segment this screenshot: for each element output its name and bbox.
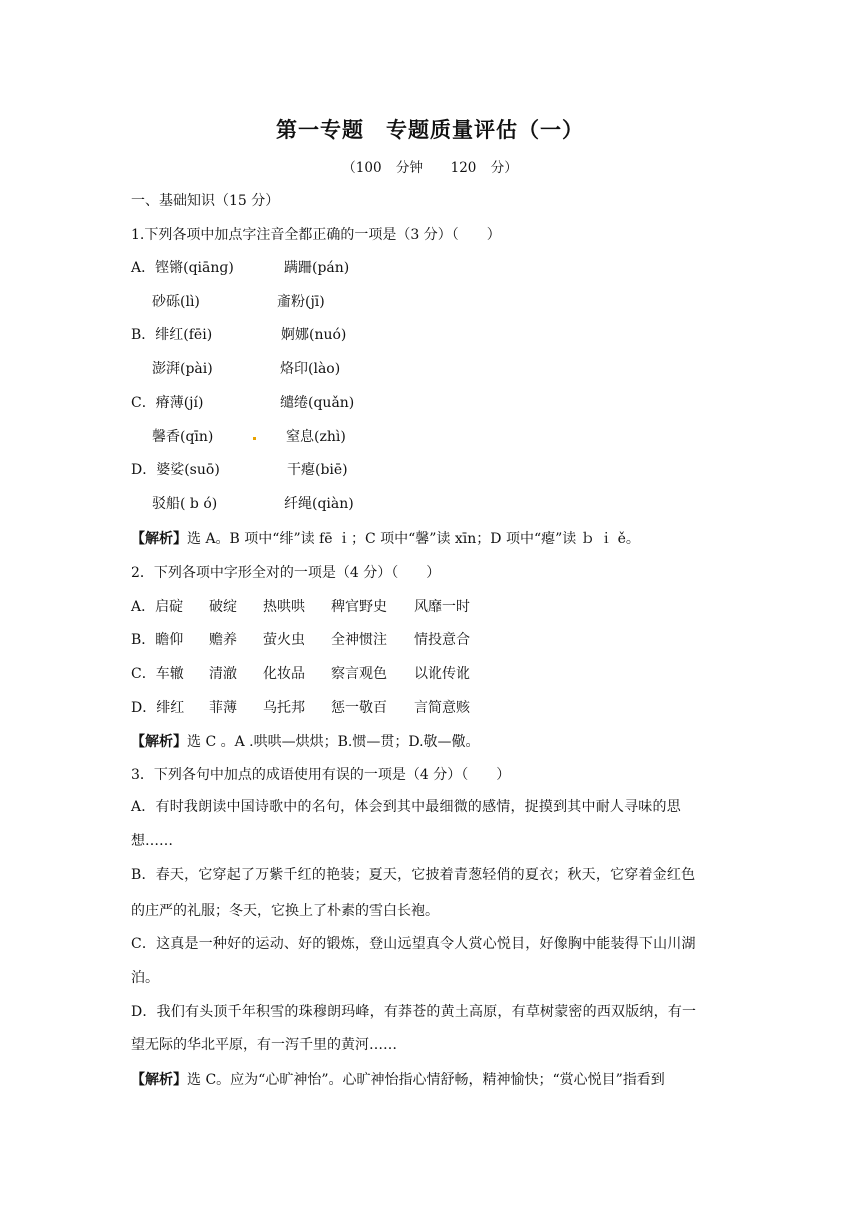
question-2-stem: 2．下列各项中字形全对的一项是（4 分）（ ） [131, 565, 441, 581]
analysis-text: 选 A。B 项中“绯”读 fē ｉ；C 项中“馨”读 xīn；D 项中“瘪”读 ｂ ｉ ě。 [187, 531, 640, 547]
q3-option-c-line1: C．这真是一种好的运动、好的锻炼，登山远望真令人赏心悦目，好像胸中能装得下山川湖 [131, 936, 696, 952]
analysis-text: 选 C 。A .哄哄—烘烘；B.惯—贯；D.敬—儆。 [187, 734, 480, 750]
question-3-stem: 3．下列各句中加点的成语使用有误的一项是（4 分）（ ） [131, 767, 511, 783]
page-subtitle: （100 分钟 120 分） [342, 160, 518, 176]
q3-option-d-line2: 望无际的华北平原，有一泻千里的黄河…… [131, 1037, 397, 1053]
q1-option-a-2: 蹒跚(pán) [284, 260, 350, 276]
q2-cell: 热哄哄 [263, 599, 305, 615]
q2-cell: D．绯红 [131, 700, 185, 716]
q3-option-a-line2: 想…… [131, 833, 173, 849]
q3-analysis [131, 1071, 665, 1089]
q2-cell: 稗官野史 [331, 599, 387, 615]
q1-option-c-3: 馨香(qīn) [152, 429, 214, 445]
q2-cell: 清澈 [209, 666, 237, 682]
q3-option-a-line1: A．有时我朗读中国诗歌中的名句，体会到其中最细微的感情，捉摸到其中耐人寻味的思 [131, 799, 681, 815]
q1-option-a-4: 齑粉(jī) [277, 294, 325, 310]
q1-option-b-3: 澎湃(pài) [152, 361, 213, 377]
q2-cell: 赡养 [209, 632, 237, 648]
analysis-label: 【解析】 [131, 1072, 187, 1088]
q1-option-a-3: 砂砾(lì) [152, 294, 200, 310]
q2-analysis [131, 733, 480, 751]
q3-option-c-line2: 泊。 [131, 970, 159, 986]
q2-cell: A．启碇 [131, 599, 184, 615]
q2-cell: 乌托邦 [263, 700, 305, 716]
q2-cell: B．瞻仰 [131, 632, 184, 648]
q1-option-d-2: 干瘪(biē) [287, 462, 348, 478]
q3-option-b-line2: 的庄严的礼服；冬天，它换上了朴素的雪白长袍。 [131, 903, 439, 919]
q1-analysis [131, 530, 640, 548]
q3-option-b-line1: B．春天，它穿起了万紫千红的艳装；夏天，它披着青葱轻俏的夏衣；秋天，它穿着金红色 [131, 867, 696, 883]
q1-option-a-1: A．铿锵(qiānɡ) [131, 260, 234, 276]
q2-cell: 察言观色 [331, 666, 387, 682]
q1-option-c-2: 缱绻(quǎn) [280, 395, 355, 411]
analysis-label: 【解析】 [131, 531, 187, 547]
q2-cell: 情投意合 [414, 632, 470, 648]
q1-option-d-1: D．婆娑(suō) [131, 462, 220, 478]
q2-cell: 萤火虫 [263, 632, 305, 648]
question-1-stem: 1.下列各项中加点字注音全都正确的一项是（3 分）（ ） [131, 227, 501, 243]
q1-option-d-4: 纤绳(qiàn) [284, 496, 354, 512]
q1-option-b-1: B．绯红(fēi) [131, 327, 213, 343]
section-heading: 一、基础知识（15 分） [131, 193, 280, 209]
q3-option-d-line1: D．我们有头顶千年积雪的珠穆朗玛峰，有莽苍的黄土高原，有草树蒙密的西双版纳，有一 [131, 1004, 697, 1020]
q2-cell: 惩一敬百 [331, 700, 387, 716]
q2-cell: 全神惯注 [331, 632, 387, 648]
q2-cell: 言简意赅 [414, 700, 470, 716]
q2-cell: 风靡一时 [414, 599, 470, 615]
q2-cell: 化妆品 [263, 666, 305, 682]
analysis-text: 选 C。应为“心旷神怡”。心旷神怡指心情舒畅，精神愉快；“赏心悦目”指看到 [187, 1072, 665, 1088]
q2-cell: C．车辙 [131, 666, 184, 682]
q1-option-c-4: 窒息(zhì) [286, 429, 346, 445]
highlight-marker [253, 437, 256, 440]
q1-option-c-1: C．瘠薄(jí) [131, 395, 204, 411]
q1-option-d-3: 驳船( b ó) [152, 496, 218, 512]
page-title: 第一专题 专题质量评估（一） [276, 118, 584, 142]
q2-cell: 破绽 [209, 599, 237, 615]
q2-cell: 以讹传讹 [414, 666, 470, 682]
analysis-label: 【解析】 [131, 734, 187, 750]
q1-option-b-2: 婀娜(nuó) [281, 327, 347, 343]
q1-option-b-4: 烙印(lào) [280, 361, 341, 377]
q2-cell: 菲薄 [209, 700, 237, 716]
